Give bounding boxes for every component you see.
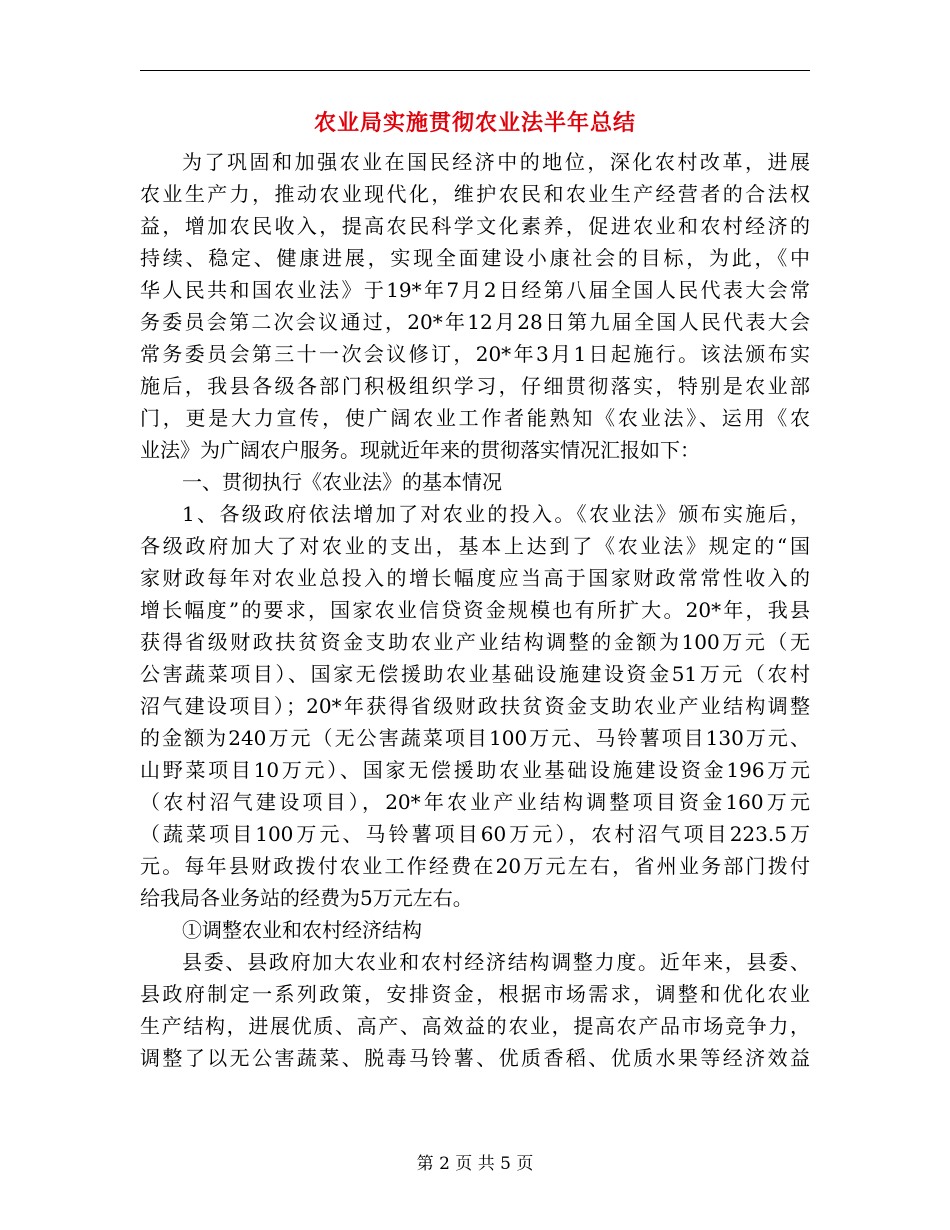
body-line: 公害蔬菜项目）、国家无偿援助农业基础设施建设资金51万元（农村 — [140, 662, 810, 686]
body-line: 增长幅度”的要求，国家农业信贷资金规模也有所扩大。20*年，我县 — [140, 598, 810, 622]
body-line: 调整了以无公害蔬菜、脱毒马铃薯、优质香稻、优质水果等经济效益 — [140, 1046, 810, 1070]
body-line: （农村沼气建设项目），20*年农业产业结构调整项目资金160万元 — [140, 790, 810, 814]
body-line: 门，更是大力宣传，使广阔农业工作者能熟知《农业法》、运用《农 — [140, 406, 810, 430]
body-line: 县委、县政府加大农业和农村经济结构调整力度。近年来，县委、 — [182, 950, 810, 974]
section-heading: 一、贯彻执行《农业法》的基本情况 — [182, 470, 502, 494]
body-line: 沼气建设项目）；20*年获得省级财政扶贫资金支助农业产业结构调整 — [140, 694, 810, 718]
document-body — [140, 146, 810, 1074]
body-line: 各级政府加大了对农业的支出，基本上达到了《农业法》规定的“国 — [140, 534, 810, 558]
body-line: 元。每年县财政拨付农业工作经费在20万元左右，省州业务部门拨付 — [140, 854, 810, 878]
body-line: 农业生产力，推动农业现代化，维护农民和农业生产经营者的合法权 — [140, 182, 810, 206]
body-line: 给我局各业务站的经费为5万元左右。 — [140, 886, 473, 910]
subsection-heading: ①调整农业和农村经济结构 — [182, 918, 422, 942]
document-title: 农业局实施贯彻农业法半年总结 — [313, 110, 636, 136]
body-line: 家财政每年对农业总投入的增长幅度应当高于国家财政常常性收入的 — [140, 566, 810, 590]
body-line: 业法》为广阔农户服务。现就近年来的贯彻落实情况汇报如下： — [140, 438, 700, 462]
body-line: 持续、稳定、健康进展，实现全面建设小康社会的目标，为此，《中 — [140, 246, 810, 270]
body-line: 施后，我县各级各部门积极组织学习，仔细贯彻落实，特别是农业部 — [140, 374, 810, 398]
body-line: 山野菜项目10万元）、国家无偿援助农业基础设施建设资金196万元 — [140, 758, 810, 782]
body-line: 益，增加农民收入，提高农民科学文化素养，促进农业和农村经济的 — [140, 214, 810, 238]
body-line: （蔬菜项目100万元、马铃薯项目60万元），农村沼气项目223.5万 — [140, 822, 810, 846]
body-line: 为了巩固和加强农业在国民经济中的地位，深化农村改革，进展 — [182, 150, 810, 174]
body-line: 务委员会第二次会议通过，20*年12月28日第九届全国人民代表大会 — [140, 310, 810, 334]
page-number: 第 2 页 共 5 页 — [416, 1154, 534, 1174]
body-line: 华人民共和国农业法》于19*年7月2日经第八届全国人民代表大会常 — [140, 278, 810, 302]
body-line: 常务委员会第三十一次会议修订，20*年3月1日起施行。该法颁布实 — [140, 342, 810, 366]
body-line: 的金额为240万元（无公害蔬菜项目100万元、马铃薯项目130万元、 — [140, 726, 810, 750]
body-line: 1、各级政府依法增加了对农业的投入。《农业法》颁布实施后， — [182, 502, 810, 526]
header-rule — [140, 70, 810, 71]
body-line: 生产结构，进展优质、高产、高效益的农业，提高农产品市场竞争力， — [140, 1014, 810, 1038]
body-line: 获得省级财政扶贫资金支助农业产业结构调整的金额为100万元（无 — [140, 630, 810, 654]
body-line: 县政府制定一系列政策，安排资金，根据市场需求，调整和优化农业 — [140, 982, 810, 1006]
